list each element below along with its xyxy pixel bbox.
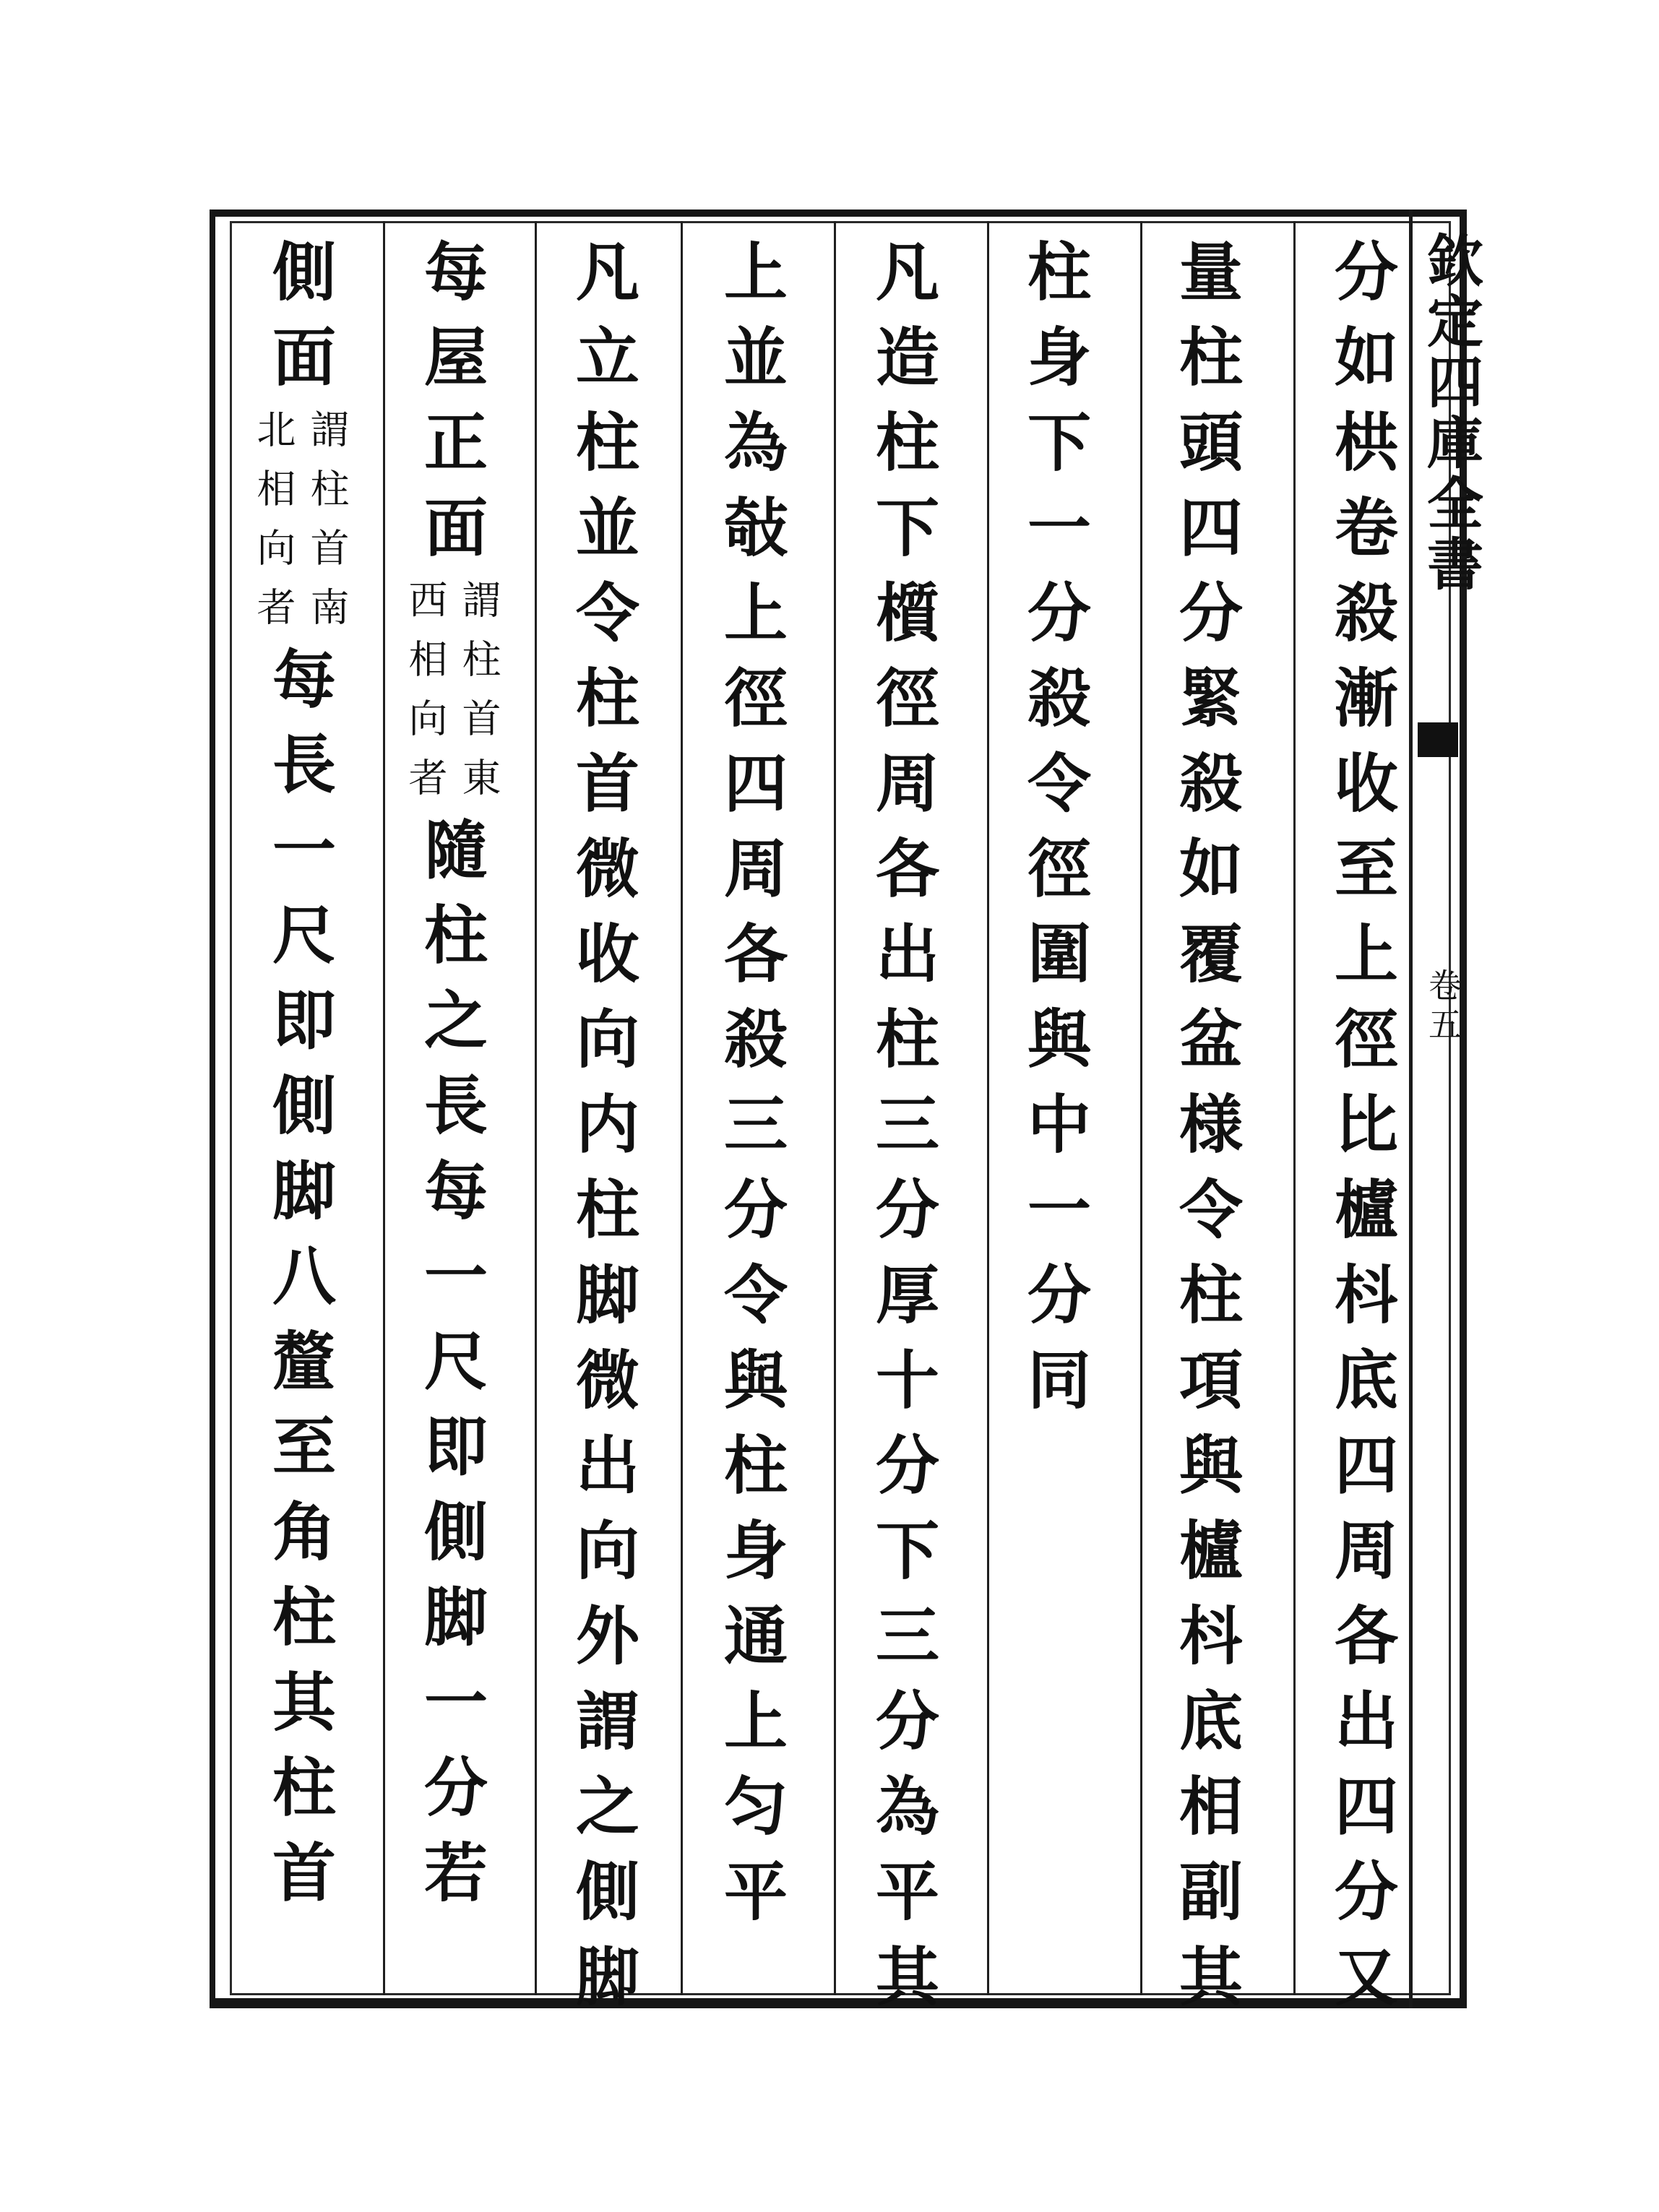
text-column: [251, 238, 350, 1924]
column-rule: [1140, 221, 1142, 1995]
column-rule: [834, 221, 836, 1995]
text-column: [856, 238, 950, 2029]
text-column: [402, 238, 501, 1924]
main-text: 側面: [262, 238, 337, 409]
text-column: [704, 238, 798, 1943]
main-text: 上並為敧上徑四周各殺三分令與柱身通上匀平: [714, 238, 789, 1943]
book-title: 欽定四庫全書: [1418, 231, 1483, 595]
text-column: [1315, 238, 1409, 2029]
main-text: 凡造柱下櫍徑周各出柱三分厚十分下三分為平其: [866, 238, 941, 2029]
column-rule: [1293, 221, 1296, 1995]
note-right-line: 謂柱首東: [456, 579, 501, 816]
annotation-note: [402, 579, 501, 816]
column-rule: [681, 221, 683, 1995]
text-column: [1160, 238, 1254, 2029]
main-text: 隨柱之長每一尺即側脚一分若: [414, 816, 489, 1924]
main-text: 每屋正面: [414, 238, 489, 579]
main-text: 分如栱卷殺漸收至上徑比櫨枓底四周各出四分又: [1324, 238, 1400, 2029]
main-text: 柱身下一分殺令徑圍與中一分同: [1017, 238, 1093, 1432]
note-left-line: 北相向者: [251, 409, 296, 646]
column-rule: [987, 221, 989, 1995]
note-left-line: 西相向者: [402, 579, 448, 816]
note-right-line: 謂柱首南: [304, 409, 350, 646]
text-column: [556, 238, 650, 2029]
fishtail-mark: [1418, 722, 1458, 757]
column-rule: [535, 221, 537, 1995]
main-text: 量柱頭四分緊殺如覆盆様令柱項與櫨枓底相副其: [1169, 238, 1244, 2029]
column-rule: [383, 221, 385, 1995]
annotation-note: [250, 409, 350, 646]
juan-label: 卷五: [1423, 968, 1462, 1046]
main-text: 每長一尺即側脚八釐至角柱其柱首: [262, 646, 337, 1924]
text-column: [1008, 238, 1102, 1432]
main-text: 凡立柱並令柱首微收向内柱脚微出向外謂之側脚: [566, 238, 641, 2029]
